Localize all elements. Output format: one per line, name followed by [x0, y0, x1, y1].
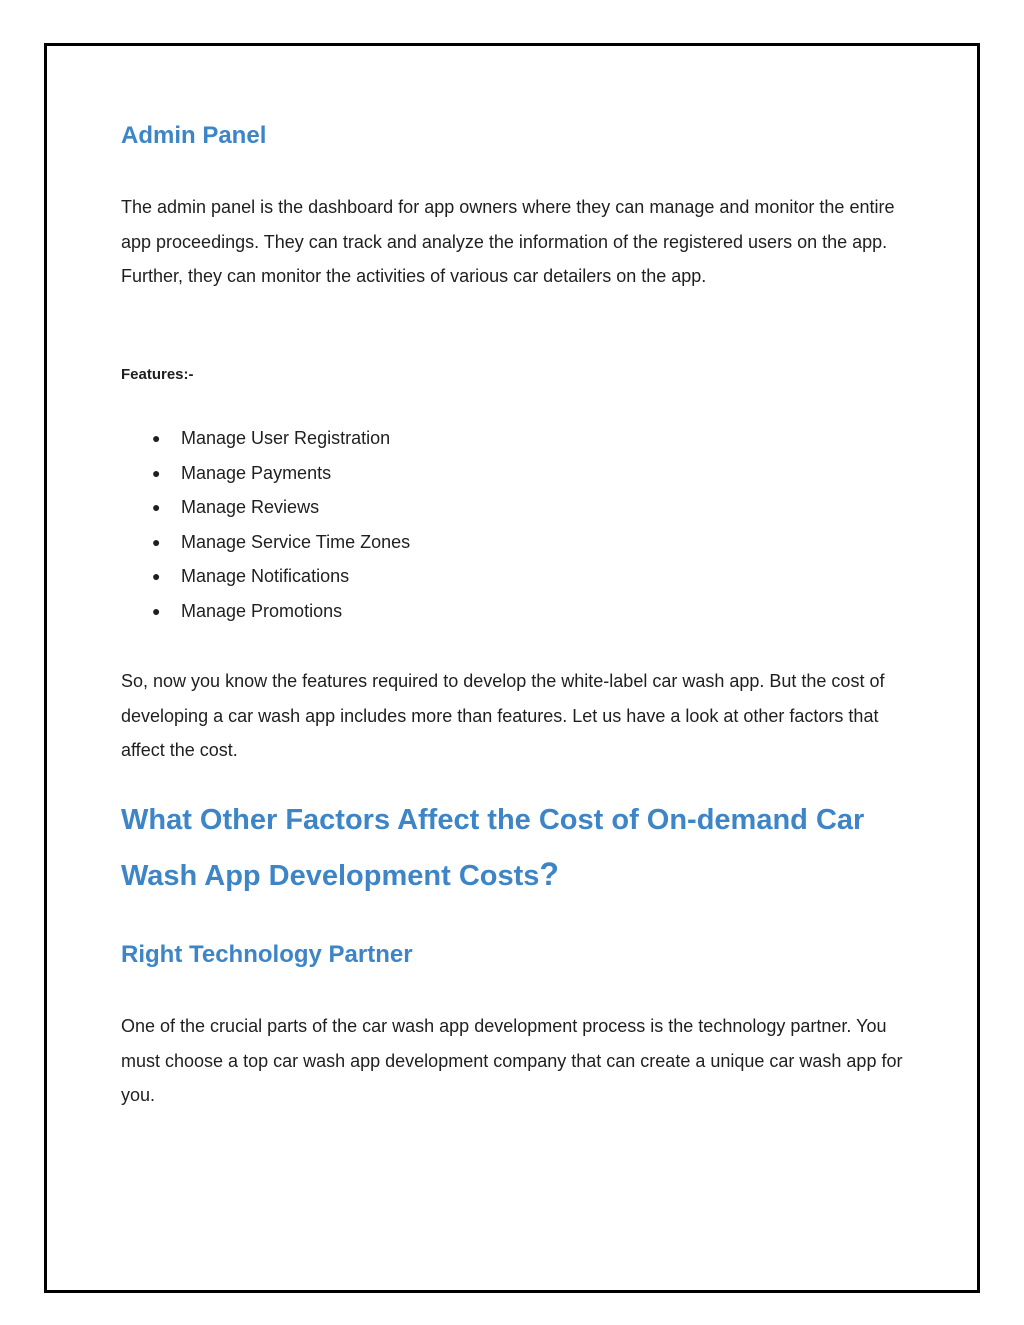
features-label: Features:- — [121, 366, 194, 383]
list-item — [121, 559, 410, 594]
admin-panel-paragraph: The admin panel is the dashboard for app owners where they can manage and monitor the entire app proceedings. They can track and analyze the information of the registered users on the app. Further, they can monitor the activities of various car detailers on the app. — [121, 197, 895, 287]
bullet-icon: ● — [152, 430, 161, 446]
features-list — [121, 421, 410, 629]
bullet-icon: ● — [152, 602, 161, 619]
factors-heading-text: What Other Factors Affect the Cost of On-demand Car Wash App Development Costs — [121, 804, 865, 892]
feature-label: Manage Promotions — [181, 600, 343, 621]
transition-paragraph: So, now you know the features required to develop the white-label car wash app. But the cost of developing a car wash app includes more than features. Let us have a look at other factors that affect the cost. — [121, 671, 885, 761]
list-item — [121, 525, 410, 560]
feature-label: Manage Payments — [181, 462, 332, 483]
bullet-icon: ● — [152, 464, 161, 481]
list-item — [121, 490, 410, 525]
list-item — [121, 456, 410, 491]
feature-label: Manage Reviews — [181, 497, 320, 518]
feature-label: Manage User Registration — [181, 428, 391, 448]
list-item — [121, 594, 410, 629]
bullet-icon: ● — [152, 499, 161, 516]
feature-label: Manage Notifications — [181, 566, 350, 587]
technology-partner-paragraph: One of the crucial parts of the car wash app development process is the technology partner. You must choose a top car wash app development company that can create a unique car wash app for you. — [121, 1016, 903, 1106]
bullet-icon: ● — [152, 533, 161, 550]
feature-label: Manage Service Time Zones — [181, 531, 411, 552]
bullet-icon: ● — [152, 568, 161, 585]
technology-partner-heading: Right Technology Partner — [121, 941, 413, 968]
factors-heading-question-mark: ? — [539, 856, 559, 892]
list-item — [121, 421, 410, 456]
admin-panel-heading: Admin Panel — [121, 122, 267, 149]
factors-heading — [121, 793, 921, 903]
